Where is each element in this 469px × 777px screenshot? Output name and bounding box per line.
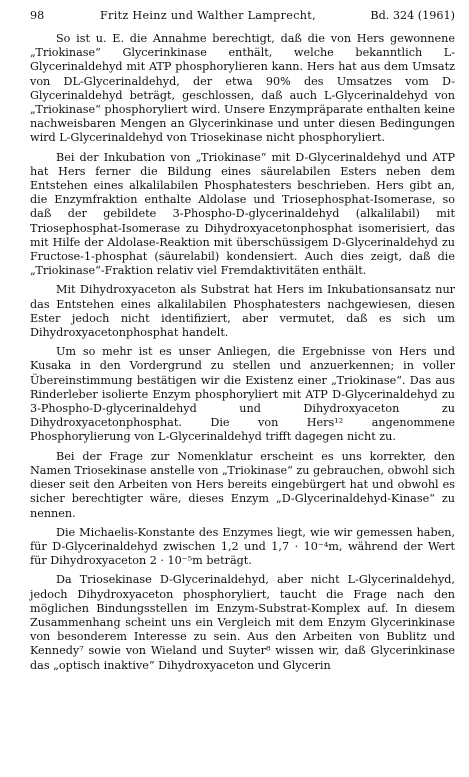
paragraph: Da Triosekinase D-Glycerinaldehyd, aber nicht L-Glycerinaldehyd, jedoch Dihydroxyaceton phosphoryliert, taucht die Frage nach den möglichen Bindungsstellen im Enzym-Substrat-Komplex auf. In diesem Zusammenhang scheint uns ein Vergleich mit dem Enzym Glycerinkinase von besonderem Interesse zu sein. Aus den Arbeiten von Bublitz und Kennedy⁷ sowie von Wieland und Suyter⁸ wissen wir, daß Glycerinkinase das „optisch inaktive“ Dihydroxyaceton und Glycerin bbox=[30, 573, 455, 672]
running-header bbox=[30, 8, 455, 24]
paragraph: Mit Dihydroxyaceton als Substrat hat Hers im Inkubationsansatz nur das Entstehen eines alkalilabilen Phosphatesters nachgewiesen, diesen Ester jedoch nicht identifiziert, aber vermutet, daß es sich um Dihydroxyacetonphosphat handelt. bbox=[30, 283, 455, 340]
paragraph: Die Michaelis-Konstante des Enzymes liegt, wie wir gemessen haben, für D-Glycerinaldehyd zwischen 1,2 und 1,7 · 10⁻⁴m, während der Wert für Dihydroxyaceton 2 · 10⁻⁵m beträgt. bbox=[30, 525, 455, 568]
page-number: 98 bbox=[30, 9, 45, 22]
paragraph: Um so mehr ist es unser Anliegen, die Ergebnisse von Hers und Kusaka in den Vordergrund zu stellen und anzuerkennen; in voller Übereinstimmung bestätigen wir die Existenz einer „Triokinase“. Das aus Rinderleber isolierte Enzym phosphoryliert mit ATP D-Glycerinaldehyd zu 3-Phospho-D-glycerinaldehyd und Dihydroxyaceton zu Dihydroxyacetonphosphat. Die von Hers¹² angenommene Phosphorylierung von L-Glycerinaldehyd trifft dagegen nicht zu. bbox=[30, 345, 455, 444]
running-title: Fritz Heinz und Walther Lamprecht, bbox=[100, 9, 316, 22]
body-text bbox=[30, 32, 455, 673]
paragraph: Bei der Inkubation von „Triokinase“ mit D-Glycerinaldehyd und ATP hat Hers ferner die Bildung eines säurelabilen Esters neben dem Entstehen eines alkalilabilen Phosphatesters beschrieben. Hers gibt an, die Enzymfraktion enthalte Aldolase und Triosephosphat-Isomerase, so daß der gebildete 3-Phospho-D-glycerinaldehyd (alkalilabil) mit Triosephosphat-Isomerase zu Dihydroxyacetonphosphat isomerisiert, das mit Hilfe der Aldolase-Reaktion mit überschüssigem D-Glycerinaldehyd zu Fructose-1-phosphat (säurelabil) kondensiert. Auch dies zeigt, daß die „Triokinase“-Fraktion relativ viel Fremdaktivitäten enthält. bbox=[30, 150, 455, 278]
paragraph: So ist u. E. die Annahme berechtigt, daß die von Hers gewonnene „Triokinase“ Glycerinkinase enthält, welche bekanntlich L-Glycerinaldehyd mit ATP phosphorylieren kann. Hers hat aus dem Umsatz von DL-Glycerinaldehyd, der etwa 90% des Umsatzes vom D-Glycerinaldehyd beträgt, geschlossen, daß auch L-Glycerinaldehyd von „Triokinase“ phosphoryliert wird. Unsere Enzympräparate enthalten keine nachweisbaren Mengen an Glycerinkinase und unter diesen Bedingungen wird L-Glycerinaldehyd von Triosekinase nicht phosphoryliert. bbox=[30, 32, 455, 145]
paragraph: Bei der Frage zur Nomenklatur erscheint es uns korrekter, den Namen Triosekinase anstelle von „Triokinase“ zu gebrauchen, obwohl sich dieser seit den Arbeiten von Hers bereits eingebürgert hat und obwohl es sicher berechtigter wäre, dieses Enzym „D-Glycerinaldehyd-Kinase“ zu nennen. bbox=[30, 449, 455, 520]
volume-citation: Bd. 324 (1961) bbox=[370, 9, 455, 22]
